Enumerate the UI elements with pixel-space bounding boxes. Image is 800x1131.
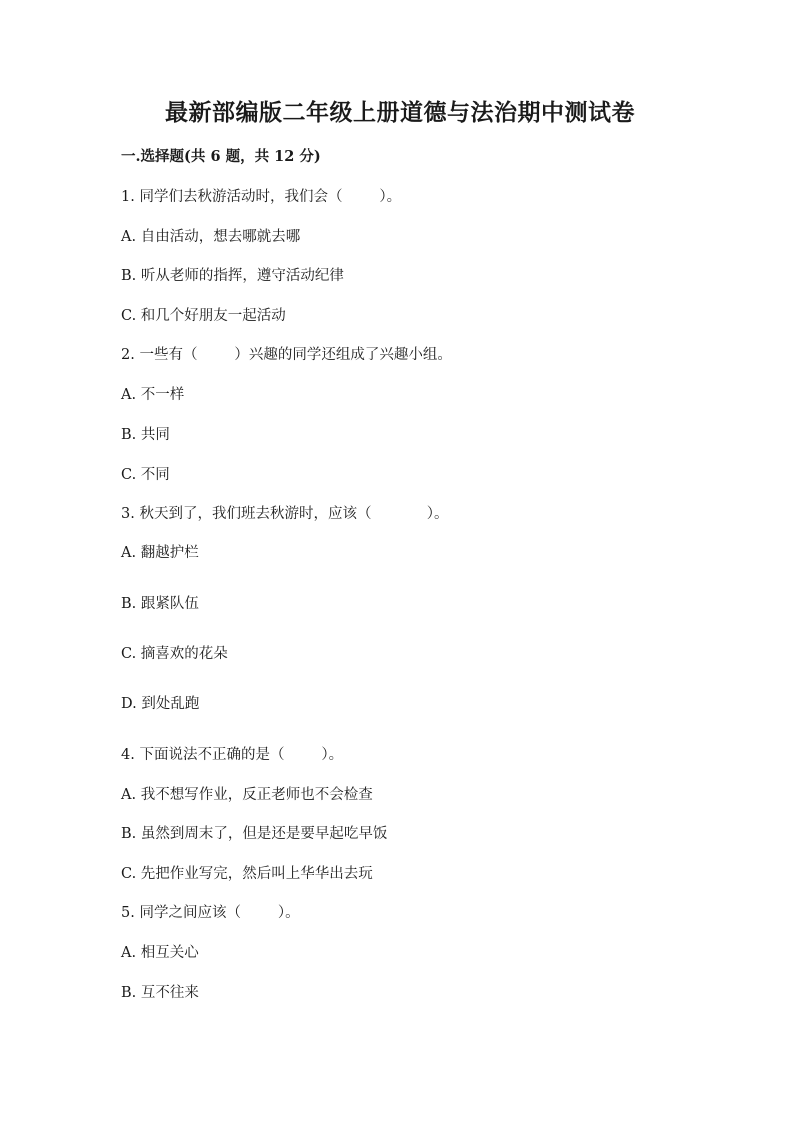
- question-4-stem: 4. 下面说法不正确的是（ ）。: [121, 747, 344, 763]
- question-3-option-a: A. 翻越护栏: [121, 545, 199, 561]
- question-2-option-c: C. 不同: [121, 467, 170, 483]
- question-5-option-a: A. 相互关心: [121, 945, 199, 961]
- question-4-option-b: B. 虽然到周末了，但是还是要早起吃早饭: [121, 826, 388, 842]
- question-4-option-c: C. 先把作业写完，然后叫上华华出去玩: [121, 866, 373, 882]
- page-title: 最新部编版二年级上册道德与法治期中测试卷: [165, 99, 635, 126]
- question-5-option-b: B. 互不往来: [121, 985, 199, 1001]
- question-3-stem: 3. 秋天到了，我们班去秋游时，应该（ ）。: [121, 506, 449, 522]
- question-2-option-b: B. 共同: [121, 427, 170, 443]
- question-1-option-b: B. 听从老师的指挥，遵守活动纪律: [121, 268, 344, 284]
- question-5-stem: 5. 同学之间应该（ ）。: [121, 905, 300, 921]
- question-2-stem: 2. 一些有（ ）兴趣的同学还组成了兴趣小组。: [121, 347, 452, 363]
- question-4-option-a: A. 我不想写作业，反正老师也不会检查: [121, 787, 373, 803]
- question-1-option-a: A. 自由活动，想去哪就去哪: [121, 229, 301, 245]
- section-heading: 一.选择题(共 6 题，共 12 分): [121, 148, 321, 165]
- question-3-option-b: B. 跟紧队伍: [121, 596, 199, 612]
- question-2-option-a: A. 不一样: [121, 387, 185, 403]
- question-3-option-d: D. 到处乱跑: [121, 696, 200, 712]
- question-1-stem: 1. 同学们去秋游活动时，我们会（ ）。: [121, 189, 402, 205]
- question-1-option-c: C. 和几个好朋友一起活动: [121, 308, 286, 324]
- question-3-option-c: C. 摘喜欢的花朵: [121, 646, 228, 662]
